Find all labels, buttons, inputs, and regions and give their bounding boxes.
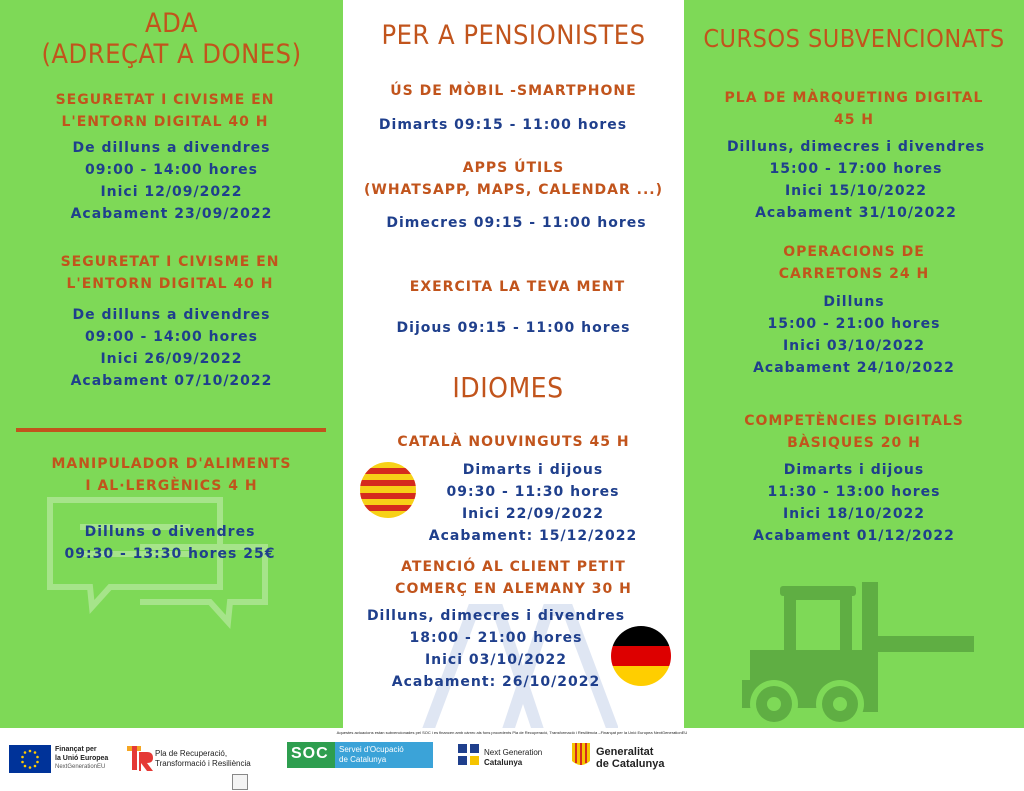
course-apps-name: APPS ÚTILS (WHATSAPP, MAPS, CALENDAR ...) [364,160,663,198]
course-german-details: Dilluns, dimecres i divendres 18:00 - 21:00 hores Inici 03/10/2022 Acabament: 26/10/2022 [366,608,626,690]
gencat-crest-icon [572,743,590,769]
course-digital-skills-name: COMPETÈNCIES DIGITALS BÀSIQUES 20 H [744,413,964,451]
course-marketing-details: Dilluns, dimecres i divendres 15:00 - 17:00 hores Inici 15/10/2022 Acabament 31/10/2022 [726,139,986,221]
prtr-icon [127,744,153,772]
course-3-name: MANIPULADOR D'ALIMENTS I AL·LERGÈNICS 4 H [51,456,292,494]
soc-abbr: SOC [291,745,329,762]
course-catalan-name: CATALÀ NOUVINGUTS 45 H [397,434,630,450]
course-apps-details: Dimecres 09:15 - 11:00 hores [386,215,647,231]
course-1-details: De dilluns a divendres 09:00 - 14:00 hores Inici 12/09/2022 Acabament 23/09/2022 [70,140,273,222]
gencat-text: Generalitat de Catalunya [596,746,665,770]
course-smartphone-details: Dimarts 09:15 - 11:00 hores [378,117,628,133]
german-flag-icon [611,626,671,686]
course-mind-name: EXERCITA LA TEVA MENT [409,279,626,295]
soc-name: Servei d'Ocupació de Catalunya [339,745,404,764]
spain-govt-crest-icon [232,774,248,790]
ngc-text: Next Generation Catalunya [484,748,543,767]
course-catalan-details: Dimarts i dijous 09:30 - 11:30 hores Inici 22/09/2022 Acabament: 15/12/2022 [428,462,638,544]
languages-title: IDIOMES [452,371,564,404]
eu-text: Finançat per la Unió Europea NextGenerationEU [55,746,109,770]
course-smartphone-name: ÚS DE MÒBIL -SMARTPHONE [390,83,637,99]
right-column-subsidized [684,0,1024,728]
section-divider [16,428,326,432]
subsidized-title: CURSOS SUBVENCIONATS [703,24,1005,53]
course-1-name: SEGURETAT I CIVISME EN L'ENTORN DIGITAL 40 H [55,92,275,130]
course-mind-details: Dijous 09:15 - 11:00 hores [396,320,631,336]
course-3-details: Dilluns o divendres 09:30 - 13:30 hores 25€ [64,524,276,562]
soc-logo [287,742,433,768]
pensioners-title: PER A PENSIONISTES [381,20,646,51]
course-2-details: De dilluns a divendres 09:00 - 14:00 hores Inici 26/09/2022 Acabament 07/10/2022 [70,307,273,389]
course-german-name: ATENCIÓ AL CLIENT PETIT COMERÇ EN ALEMANY 30 H [395,559,632,597]
course-2-name: SEGURETAT I CIVISME EN L'ENTORN DIGITAL 40 H [60,254,280,292]
course-marketing-name: PLA DE MÀRQUETING DIGITAL 45 H [724,90,984,128]
eu-flag-icon [9,745,51,773]
forklift-icon [742,580,976,728]
middle-column-pensioners [343,0,684,728]
course-digital-skills-details: Dimarts i dijous 11:30 - 13:00 hores Inici 18/10/2022 Acabament 01/12/2022 [753,462,955,544]
course-forklift-details: Dilluns 15:00 - 21:00 hores Inici 03/10/2022 Acabament 24/10/2022 [753,294,955,376]
ngc-icon [458,744,480,766]
left-column-ada [0,0,343,728]
ada-title: ADA (ADREÇAT A DONES) [41,8,302,70]
funding-footer [0,728,1024,791]
prtr-text: Pla de Recuperació, Transformació i Resiliència [155,749,251,768]
course-forklift-name: OPERACIONS DE CARRETONS 24 H [778,244,930,282]
funding-disclaimer: Aquestes actuacions estan subvencionades pel SOC i es financen amb càrrec als fons procedents Pla de Recuperació, Transformació i Resiliència –Finançat per la Unió Europea NextGenerationEU [336,730,688,735]
